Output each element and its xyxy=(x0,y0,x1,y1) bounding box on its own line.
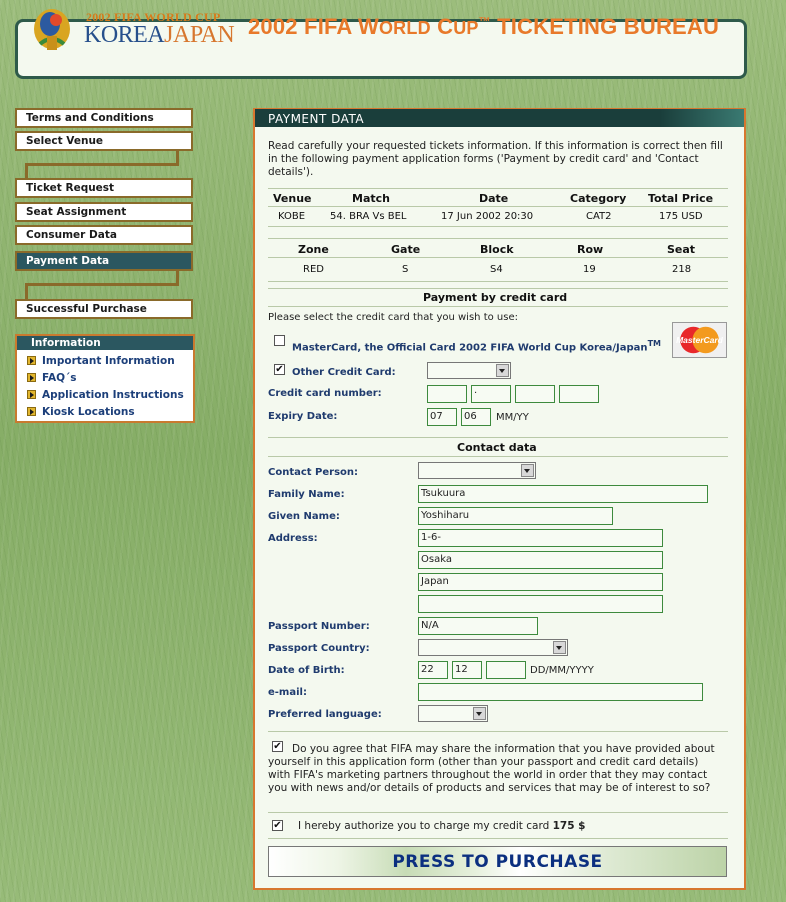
dob-year-input[interactable] xyxy=(486,661,526,679)
expiry-label: Expiry Date: xyxy=(268,411,338,422)
divider xyxy=(268,812,728,813)
col-header-venue: Venue xyxy=(273,192,312,205)
chevron-down-icon[interactable] xyxy=(496,364,509,377)
passport-number-label: Passport Number: xyxy=(268,621,370,632)
email-label: e-mail: xyxy=(268,687,307,698)
card-number-part-4[interactable] xyxy=(559,385,599,403)
share-consent-text: Do you agree that FIFA may share the information that you have provided about yourself in this application form (other than your passport and credit card details) with FIFA's marketing partners throughout the world in order that they may contact you with news and/or details of products and services that may be of interest to so? xyxy=(268,743,715,794)
cell-gate: S xyxy=(402,264,409,275)
info-link-instructions[interactable]: Application Instructions xyxy=(27,389,184,404)
language-label: Preferred language: xyxy=(268,709,382,720)
col-header-date: Date xyxy=(479,192,509,205)
other-card-checkbox[interactable]: ✔ xyxy=(275,364,284,375)
col-header-total-price: Total Price xyxy=(648,192,714,205)
page-title: 2002 FIFA WORLD CUP™ TICKETING BUREAU xyxy=(248,14,720,39)
given-name-input[interactable]: Yoshiharu xyxy=(418,507,613,525)
purchase-button[interactable]: PRESS TO PURCHASE xyxy=(268,846,727,877)
divider xyxy=(268,306,728,307)
sidebar-item-successful-purchase[interactable]: Successful Purchase xyxy=(15,299,193,319)
col-header-category: Category xyxy=(570,192,627,205)
sidebar-item-select-venue[interactable]: Select Venue xyxy=(15,131,193,151)
mastercard-checkbox[interactable] xyxy=(274,335,285,346)
progress-connector xyxy=(25,283,179,286)
cell-total-price: 175 USD xyxy=(659,211,703,222)
email-input[interactable] xyxy=(418,683,703,701)
arrow-bullet-icon xyxy=(27,356,36,365)
divider xyxy=(268,188,728,189)
payment-section-title: Payment by credit card xyxy=(423,291,568,304)
panel-title: PAYMENT DATA xyxy=(268,112,365,126)
expiry-month-input[interactable]: 07 xyxy=(427,408,457,426)
information-box xyxy=(15,334,195,423)
information-title: Information xyxy=(17,336,193,350)
address-line-4-input[interactable] xyxy=(418,595,663,613)
card-number-label: Credit card number: xyxy=(268,388,382,399)
col-header-match: Match xyxy=(352,192,390,205)
card-number-part-2[interactable]: · xyxy=(471,385,511,403)
progress-connector xyxy=(25,163,179,166)
cell-venue: KOBE xyxy=(278,211,306,222)
card-number-part-3[interactable] xyxy=(515,385,555,403)
other-card-select[interactable] xyxy=(427,362,511,379)
divider xyxy=(268,437,728,438)
sidebar-item-payment-data[interactable]: Payment Data xyxy=(15,251,193,271)
expiry-format-hint: MM/YY xyxy=(496,412,529,423)
cell-date: 17 Jun 2002 20:30 xyxy=(441,211,534,222)
address-line-2-input[interactable]: Osaka xyxy=(418,551,663,569)
mastercard-logo-icon xyxy=(672,322,727,358)
cell-row: 19 xyxy=(583,264,596,275)
dob-label: Date of Birth: xyxy=(268,665,345,676)
info-link-faq[interactable]: FAQ´s xyxy=(27,372,77,387)
cell-block: S4 xyxy=(490,264,503,275)
info-link-important[interactable]: Important Information xyxy=(27,355,175,370)
mastercard-label: MasterCard, the Official Card 2002 FIFA World Cup Korea/Japan™ xyxy=(292,339,661,354)
passport-country-select[interactable] xyxy=(418,639,568,656)
progress-connector xyxy=(25,283,28,299)
contact-section-title: Contact data xyxy=(457,441,537,454)
divider xyxy=(268,238,728,239)
address-line-1-input[interactable]: 1-6- xyxy=(418,529,663,547)
cell-category: CAT2 xyxy=(586,211,612,222)
language-select[interactable] xyxy=(418,705,488,722)
share-consent-checkbox[interactable]: ✔ xyxy=(273,741,282,752)
dob-format-hint: DD/MM/YYYY xyxy=(530,665,594,676)
logo-tagline: 2002 FIFA WORLD CUP xyxy=(86,10,221,24)
world-cup-emblem-icon xyxy=(30,6,80,52)
sidebar-item-seat-assignment[interactable]: Seat Assignment xyxy=(15,202,193,222)
family-name-input[interactable]: Tsukuura xyxy=(418,485,708,503)
cell-match: 54. BRA Vs BEL xyxy=(330,211,407,222)
progress-connector xyxy=(25,163,28,178)
arrow-bullet-icon xyxy=(27,373,36,382)
authorize-checkbox[interactable]: ✔ xyxy=(273,820,282,831)
address-label: Address: xyxy=(268,533,318,544)
contact-person-select[interactable] xyxy=(418,462,536,479)
col-header-seat: Seat xyxy=(667,243,696,256)
dob-month-input[interactable]: 12 xyxy=(452,661,482,679)
chevron-down-icon[interactable] xyxy=(521,464,534,477)
sidebar-item-terms[interactable]: Terms and Conditions xyxy=(15,108,193,128)
sidebar-item-ticket-request[interactable]: Ticket Request xyxy=(15,178,193,198)
divider xyxy=(268,257,728,258)
col-header-row: Row xyxy=(577,243,604,256)
divider xyxy=(268,206,728,207)
given-name-label: Given Name: xyxy=(268,511,340,522)
mastercard-logo-text: MasterCard xyxy=(676,334,723,345)
col-header-block: Block xyxy=(480,243,514,256)
passport-country-label: Passport Country: xyxy=(268,643,370,654)
passport-number-input[interactable]: N/A xyxy=(418,617,538,635)
info-link-kiosks[interactable]: Kiosk Locations xyxy=(27,406,135,421)
logo-wordmark: KOREAJAPAN xyxy=(84,22,235,48)
card-number-part-1[interactable] xyxy=(427,385,467,403)
divider xyxy=(268,281,728,282)
contact-person-label: Contact Person: xyxy=(268,467,359,478)
divider xyxy=(268,731,728,732)
other-card-label: Other Credit Card: xyxy=(292,367,396,378)
divider xyxy=(268,456,728,457)
expiry-year-input[interactable]: 06 xyxy=(461,408,491,426)
col-header-gate: Gate xyxy=(391,243,421,256)
cell-seat: 218 xyxy=(672,264,692,275)
arrow-bullet-icon xyxy=(27,390,36,399)
address-line-3-input[interactable]: Japan xyxy=(418,573,663,591)
intro-text: Read carefully your requested tickets information. If this information is correct then fill in the following payment application forms ('Payment by credit card' and 'Contact details'). xyxy=(268,140,723,178)
family-name-label: Family Name: xyxy=(268,489,345,500)
col-header-zone: Zone xyxy=(298,243,329,256)
divider xyxy=(268,838,728,839)
cell-zone: RED xyxy=(303,264,324,275)
panel-title-accent xyxy=(660,109,744,127)
sidebar-item-consumer-data[interactable]: Consumer Data xyxy=(15,225,193,245)
chevron-down-icon[interactable] xyxy=(473,707,486,720)
payment-prompt: Please select the credit card that you wish to use: xyxy=(268,312,518,323)
arrow-bullet-icon xyxy=(27,407,36,416)
authorize-text: I hereby authorize you to charge my credit card 175 $ xyxy=(298,820,586,832)
dob-day-input[interactable]: 22 xyxy=(418,661,448,679)
divider xyxy=(268,226,728,227)
divider xyxy=(268,288,728,289)
chevron-down-icon[interactable] xyxy=(553,641,566,654)
